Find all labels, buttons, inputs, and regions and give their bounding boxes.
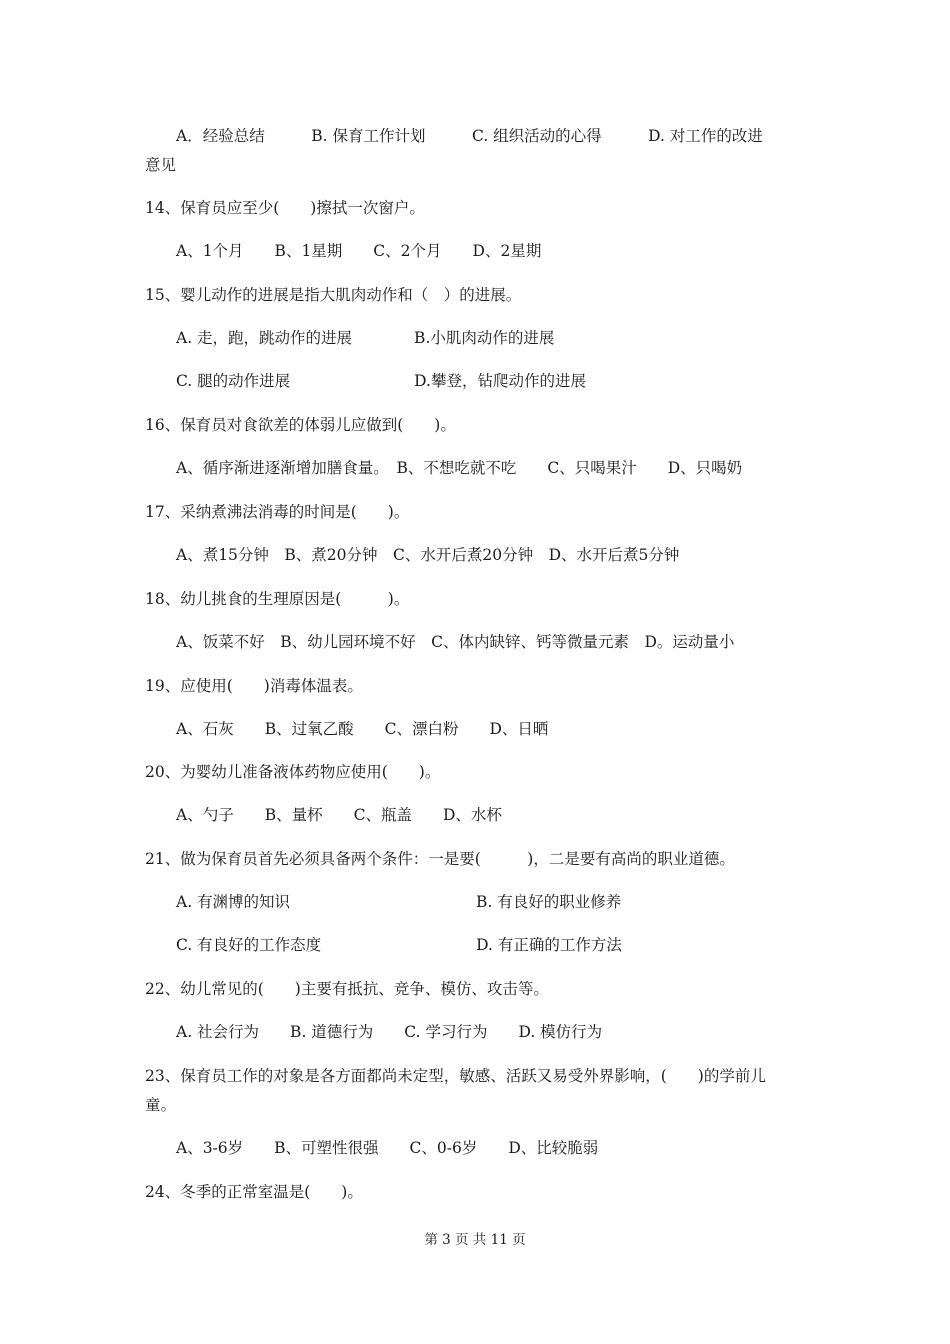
q20-options: A、勺子 B、量杯 C、瓶盖 D、水杯	[176, 806, 502, 824]
question-14: 14、保育员应至少( )擦拭一次窗户。	[145, 199, 425, 217]
question-17: 17、采纳煮沸法消毒的时间是( )。	[145, 503, 410, 521]
q19-options: A、石灰 B、过氧乙酸 C、漂白粉 D、日晒	[176, 720, 549, 738]
q15-options-cd: C. 腿的动作进展 D.攀登，钻爬动作的进展	[176, 372, 586, 390]
question-15: 15、婴儿动作的进展是指大肌肉动作和（ ）的进展。	[145, 286, 522, 304]
q18-options: A、饭菜不好 B、幼儿园环境不好 C、体内缺锌、钙等微量元素 D。运动量小	[176, 633, 735, 651]
q21-options-ab: A. 有渊博的知识 B. 有良好的职业修养	[176, 893, 622, 911]
q13-options: A．经验总结 B. 保育工作计划 C. 组织活动的心得 D. 对工作的改进	[176, 127, 763, 145]
question-18: 18、幼儿挑食的生理原因是( )。	[145, 590, 410, 608]
q23-options: A、3-6岁 B、可塑性很强 C、0-6岁 D、比较脆弱	[176, 1139, 599, 1157]
q13-options-wrap: 意见	[145, 156, 177, 174]
question-23: 23、保育员工作的对象是各方面都尚未定型，敏感、活跃又易受外界影响，( )的学前儿	[145, 1067, 766, 1085]
q21-options-cd: C. 有良好的工作态度 D. 有正确的工作方法	[176, 936, 622, 954]
q17-options: A、煮15分钟 B、煮20分钟 C、水开后煮20分钟 D、水开后煮5分钟	[176, 546, 680, 564]
question-16: 16、保育员对食欲差的体弱儿应做到( )。	[145, 416, 456, 434]
question-19: 19、应使用( )消毒体温表。	[145, 677, 363, 695]
question-23-wrap: 童。	[145, 1096, 177, 1114]
page-footer: 第 3 页 共 11 页	[424, 1232, 526, 1248]
q14-options: A、1个月 B、1星期 C、2个月 D、2星期	[176, 242, 542, 260]
q22-options: A. 社会行为 B. 道德行为 C. 学习行为 D. 模仿行为	[176, 1023, 603, 1041]
q15-options-ab: A. 走，跑，跳动作的进展 B.小肌肉动作的进展	[176, 329, 555, 347]
question-22: 22、幼儿常见的( )主要有抵抗、竞争、模仿、攻击等。	[145, 980, 549, 998]
question-24: 24、冬季的正常室温是( )。	[145, 1183, 363, 1201]
question-21: 21、做为保育员首先必须具备两个条件：一是要( )，二是要有高尚的职业道德。	[145, 850, 735, 868]
question-20: 20、为婴幼儿准备液体药物应使用( )。	[145, 763, 441, 781]
q16-options: A、循序渐进逐渐增加膳食量。 B、不想吃就不吃 C、只喝果汁 D、只喝奶	[176, 459, 743, 477]
